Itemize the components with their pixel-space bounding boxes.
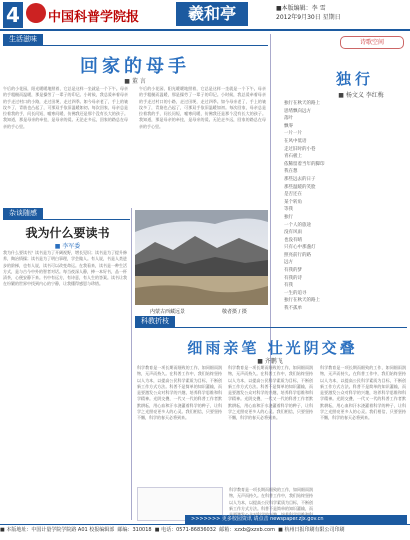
poem-line: 思绪飘向远方 (284, 108, 311, 114)
poem-line: 走过旧时的小巷 (284, 146, 316, 152)
article-body-science-col2b: 科学教育是一项长期而细致的工作，如同细雨润物，无声而持久。在科普工作中，我们始终坚持以人为本，以提高公民科学素质为目标，不断创新工作方式方法。科普不是简单的知识灌输，而 (229, 487, 313, 511)
poem-line: 远方 (284, 260, 293, 266)
landscape-photo (135, 210, 268, 305)
article-author-science: ■ 齐鹏飞 (257, 358, 283, 365)
article-author-mother: ■ 董 言 (124, 78, 146, 85)
poem-line: 那些远去的日子 (284, 176, 316, 182)
section-label-science: 科教折枝 (135, 316, 175, 327)
paper-emblem-icon (26, 3, 46, 23)
paper-name: 中国科普学院报 (48, 10, 140, 25)
poem-line: 照亮前行的路 (284, 252, 311, 258)
poem-line: 有我的梦 (284, 268, 302, 274)
poem-line: 在风中低语 (284, 138, 307, 144)
column-divider (131, 208, 132, 520)
poem-line: 某个转角 (284, 199, 302, 205)
footer-address: ■ 本版地址：中国计量学院学院路 A01 校报编辑部 (0, 527, 115, 533)
poem-line: 有我的诗 (284, 275, 302, 281)
poem-line: 有我 (284, 283, 293, 289)
poem-line: 我在想 (284, 169, 298, 175)
section-bar-thoughts (3, 219, 130, 220)
poem-line: 我不孤单 (284, 306, 302, 312)
article-title-mother: 回家的母手 (80, 56, 190, 77)
poem-body (284, 100, 408, 312)
web-link-banner[interactable]: >>>>>>> 更多校园资讯 请点击 newspaper.zjx.gov.cn (185, 515, 407, 524)
article-title-reading: 我为什么要读书 (25, 226, 110, 240)
section-label-life: 生活滋味 (3, 34, 43, 45)
photo-credit: 敬者摄 / 摄 (222, 309, 247, 315)
header-divider (0, 29, 410, 31)
poem-line: 落叶 (284, 116, 293, 122)
poem-line: 飘零 (284, 123, 293, 129)
section-label-thoughts: 杂谈随感 (3, 208, 43, 219)
article-body-science-col1: 科学教育是一项长期而细致的工作，如同细雨润物，无声而持久。在科普工作中，我们始终坚持以人为本，以提高公民科学素质为目标，不断创新工作方式方法。科普不是简单的知识灌输，而是要激发公众对科学的兴趣，培养科学思维和科学精神。光阴交叠，一代又一代的科普工作者默默耕耘，用心血和汗水浇灌着科学的种子，让科学之光照亮更多人的心灵。我们相信，只要坚持不懈，科学的春天必将到来。 (137, 365, 222, 421)
poem-line: 依稀留着当年的脚印 (284, 161, 325, 167)
poem-line: 青石板上 (284, 154, 302, 160)
poem-line: 是否还在 (284, 192, 302, 198)
poem-line: 一个人的旅途 (284, 222, 311, 228)
landscape-photo-image (135, 210, 268, 305)
article-author-reading: ■ 李军委 (54, 243, 81, 250)
article-title-poem: 独行 (335, 70, 374, 88)
article-author-poem: ■ 杨文义 李红梅 (338, 92, 384, 99)
article-title-science: 细雨亲笔 壮光阴交叠 (187, 339, 358, 357)
poem-line: 等我 (284, 207, 293, 213)
section-bar-science (135, 327, 407, 328)
poem-line: 独行在秋天的路上 (284, 298, 320, 304)
edition-editor: ■本版编辑：李 雪 (276, 5, 326, 12)
article-body-science-col3: 科学教育是一项长期而细致的工作，如同细雨润物，无声而持久。在科普工作中，我们始终坚持以人为本，以提高公民科学素质为目标，不断创新工作方式方法。科普不是简单的知识灌输，而是要激发公众对科学的兴趣，培养科学思维和科学精神。光阴交叠，一代又一代的科普工作者默默耕耘，用心血和汗水浇灌着科学的种子，让科学之光照亮更多人的心灵。我们相信，只要坚持不懈，科学的春天必将到来。 (320, 365, 406, 421)
poem-line: 没有风雨 (284, 230, 302, 236)
footer-divider (0, 524, 410, 525)
footer-email: 邮箱：xzxb@xzxb.com (219, 527, 275, 533)
footer-phone: ■ 电话：0571-86836032 (154, 527, 217, 533)
footer-postcode: 邮编：310018 (117, 527, 152, 533)
poem-line: 一片一片 (284, 131, 302, 137)
poem-line: 独行 (284, 214, 293, 220)
article-body-science-col2: 科学教育是一项长期而细致的工作，如同细雨润物，无声而持久。在科普工作中，我们始终坚持以人为本，以提高公民科学素质为目标，不断创新工作方式方法。科普不是简单的知识灌输，而是要激发公众对科学的兴趣，培养科学思维和科学精神。光阴交叠，一代又一代的科普工作者默默耕耘，用心血和汗水浇灌着科学的种子，让科学之光照亮更多人的心灵。我们相信，只要坚持不懈，科学的春天必将到来。 (228, 365, 313, 421)
article-body-mother-col2: 午后的小花园，阳光暖暖地照着，它总是这样一坐就是一个下午。母亲的手粗糙而温暖，那是操劳了一辈子的印记。小时候，我总爱牵着母亲的手走过村口的小路，走过田埂，走过四季。如今母亲老了，手上的皱纹多了，青筋也凸起了，可那双手依旧温暖如初。每次回家，母亲总是拉着我的手，问长问短，嘘寒问暖，仿佛我还是那个没有长大的孩子。我知道，那是母亲的牵挂，是母亲的爱。无论走多远，回家的路总在母亲的手心里。 (139, 86, 266, 129)
poem-line: 一生的追寻 (284, 290, 307, 296)
section-title: 羲和亭 (187, 4, 236, 23)
issue-date: 2012年9月30日 星期日 (276, 14, 341, 21)
section-label-poetry: 诗歌空间 (340, 36, 404, 49)
section-bar-life (3, 45, 268, 46)
article-body-mother-col1: 午后的小花园，阳光暖暖地照着，它总是这样一坐就是一个下午。母亲的手粗糙而温暖，那是操劳了一辈子的印记。小时候，我总爱牵着母亲的手走过村口的小路，走过田埂，走过四季。如今母亲老了，手上的皱纹多了，青筋也凸起了，可那双手依旧温暖如初。每次回家，母亲总是拉着我的手，问长问短，嘘寒问暖，仿佛我还是那个没有长大的孩子。我知道，那是母亲的牵挂，是母亲的爱。无论走多远，回家的路总在母亲的手心里。 (3, 86, 128, 129)
poem-line: 独行在秋天的路上 (284, 101, 320, 106)
page-number: 4 (3, 2, 23, 28)
poem-line: 那些温暖的笑脸 (284, 184, 316, 190)
poem-line: 也没有晴 (284, 237, 302, 243)
poem-line: 只有心中那盏灯 (284, 245, 316, 251)
footer-printer: ■ 杭州日报印刷有限公司印刷 (278, 527, 345, 533)
article-body-reading: 我为什么要读书？读书是为了开阔视野，增长见识；读书是为了提升修养，陶冶情操；读书是为了明白事理，学会做人。有人说，书是人类进步的阶梯，也有人说，读书可以改变命运。在我看来，读书是一种生活方式，是与古今中外的智者对话。每当夜深人静，捧一本好书，品一杯清茶，心便安静下来。书中有远方，有诗意，有人生的答案。读书让我在纷繁的世界中找到内心的宁静，让我懂得感恩与珍惜。 (3, 250, 127, 287)
photo-caption: 内蒙古西藏远景 (150, 309, 186, 315)
footer (0, 526, 410, 533)
